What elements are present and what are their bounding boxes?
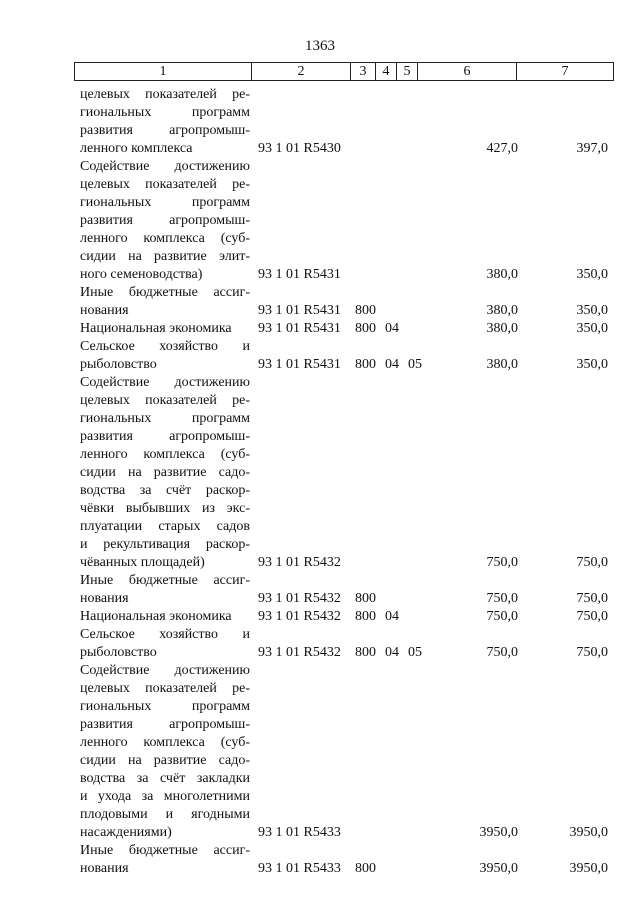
description-line: сидии на развитие элит- xyxy=(80,249,250,264)
row-value-7: 397,0 xyxy=(576,141,608,156)
row-value-7: 350,0 xyxy=(576,303,608,318)
table-header xyxy=(74,62,614,81)
description-line: Содействие достижению xyxy=(80,663,250,678)
row-value-6: 380,0 xyxy=(486,303,518,318)
row-col-4: 04 xyxy=(385,609,399,624)
description-line: плодовыми и ягодными xyxy=(80,807,250,822)
description-line: ленного комплекса (суб- xyxy=(80,735,250,750)
header-col-3: 3 xyxy=(359,64,367,79)
row-col-3: 800 xyxy=(355,321,376,336)
description-line: сидии на развитие садо- xyxy=(80,753,250,768)
description-line: ного семеноводства) xyxy=(80,267,203,282)
description-line: целевых показателей ре- xyxy=(80,681,250,696)
row-code: 93 1 01 R5431 xyxy=(258,357,341,372)
page-number: 1363 xyxy=(305,38,335,54)
row-code: 93 1 01 R5432 xyxy=(258,555,341,570)
row-value-7: 750,0 xyxy=(576,609,608,624)
description-line: Национальная экономика xyxy=(80,609,232,624)
row-description xyxy=(80,572,250,608)
description-line: и ухода за многолетними xyxy=(80,789,250,804)
description-line: чёванных площадей) xyxy=(80,555,205,570)
description-line: развития агропромыш- xyxy=(80,123,250,138)
header-col-5: 5 xyxy=(403,64,411,79)
row-value-7: 350,0 xyxy=(576,357,608,372)
row-description xyxy=(80,626,250,662)
description-line: развития агропромыш- xyxy=(80,429,250,444)
row-description xyxy=(80,608,250,626)
row-value-6: 750,0 xyxy=(486,609,518,624)
row-code: 93 1 01 R5432 xyxy=(258,591,341,606)
row-value-7: 750,0 xyxy=(576,645,608,660)
row-value-6: 3950,0 xyxy=(479,861,518,876)
header-col-1: 1 xyxy=(159,64,167,79)
description-line: ленного комплекса (суб- xyxy=(80,447,250,462)
header-col-2: 2 xyxy=(297,64,305,79)
header-col-7: 7 xyxy=(561,64,569,79)
row-code: 93 1 01 R5430 xyxy=(258,141,341,156)
row-code: 93 1 01 R5431 xyxy=(258,267,341,282)
row-col-3: 800 xyxy=(355,861,376,876)
description-line: сидии на развитие садо- xyxy=(80,465,250,480)
header-col-6: 6 xyxy=(463,64,471,79)
description-line: ленного комплекса (суб- xyxy=(80,231,250,246)
row-code: 93 1 01 R5432 xyxy=(258,609,341,624)
description-line: рыболовство xyxy=(80,645,157,660)
row-description xyxy=(80,284,250,320)
description-line: нования xyxy=(80,303,129,318)
row-value-6: 380,0 xyxy=(486,267,518,282)
description-line: Иные бюджетные ассиг- xyxy=(80,573,250,588)
row-value-6: 427,0 xyxy=(486,141,518,156)
row-value-7: 350,0 xyxy=(576,321,608,336)
row-code: 93 1 01 R5431 xyxy=(258,303,341,318)
row-description xyxy=(80,158,250,284)
description-line: водства за счёт раскор- xyxy=(80,483,250,498)
row-value-7: 3950,0 xyxy=(569,825,608,840)
row-description xyxy=(80,86,250,158)
row-description xyxy=(80,320,250,338)
description-line: водства за счёт закладки xyxy=(80,771,250,786)
row-description xyxy=(80,338,250,374)
row-col-3: 800 xyxy=(355,357,376,372)
row-value-7: 750,0 xyxy=(576,555,608,570)
row-col-3: 800 xyxy=(355,609,376,624)
row-col-5: 05 xyxy=(408,357,422,372)
description-line: Содействие достижению xyxy=(80,159,250,174)
description-line: Сельское хозяйство и xyxy=(80,339,250,354)
row-code: 93 1 01 R5431 xyxy=(258,321,341,336)
description-line: Иные бюджетные ассиг- xyxy=(80,843,250,858)
description-line: насаждениями) xyxy=(80,825,172,840)
header-col-4: 4 xyxy=(382,64,390,79)
row-col-5: 05 xyxy=(408,645,422,660)
row-code: 93 1 01 R5433 xyxy=(258,861,341,876)
row-description xyxy=(80,662,250,842)
row-value-6: 380,0 xyxy=(486,357,518,372)
row-value-7: 750,0 xyxy=(576,591,608,606)
description-line: гиональных программ xyxy=(80,411,250,426)
row-col-3: 800 xyxy=(355,645,376,660)
description-line: плуатации старых садов xyxy=(80,519,250,534)
description-line: чёвки выбывших из экс- xyxy=(80,501,250,516)
row-value-6: 3950,0 xyxy=(479,825,518,840)
row-description xyxy=(80,842,250,878)
description-line: нования xyxy=(80,591,129,606)
description-line: целевых показателей ре- xyxy=(80,393,250,408)
description-line: развития агропромыш- xyxy=(80,213,250,228)
description-line: развития агропромыш- xyxy=(80,717,250,732)
row-value-7: 3950,0 xyxy=(569,861,608,876)
row-value-6: 750,0 xyxy=(486,591,518,606)
description-line: Содействие достижению xyxy=(80,375,250,390)
row-col-3: 800 xyxy=(355,591,376,606)
description-line: гиональных программ xyxy=(80,195,250,210)
description-line: нования xyxy=(80,861,129,876)
description-line: гиональных программ xyxy=(80,699,250,714)
row-value-7: 350,0 xyxy=(576,267,608,282)
description-line: Иные бюджетные ассиг- xyxy=(80,285,250,300)
row-col-4: 04 xyxy=(385,357,399,372)
description-line: Сельское хозяйство и xyxy=(80,627,250,642)
row-col-4: 04 xyxy=(385,645,399,660)
row-value-6: 750,0 xyxy=(486,555,518,570)
row-col-3: 800 xyxy=(355,303,376,318)
row-value-6: 750,0 xyxy=(486,645,518,660)
row-col-4: 04 xyxy=(385,321,399,336)
row-code: 93 1 01 R5432 xyxy=(258,645,341,660)
description-line: ленного комплекса xyxy=(80,141,193,156)
description-line: рыболовство xyxy=(80,357,157,372)
description-line: и рекультивация раскор- xyxy=(80,537,250,552)
description-line: целевых показателей ре- xyxy=(80,87,250,102)
description-line: целевых показателей ре- xyxy=(80,177,250,192)
description-line: гиональных программ xyxy=(80,105,250,120)
row-code: 93 1 01 R5433 xyxy=(258,825,341,840)
row-value-6: 380,0 xyxy=(486,321,518,336)
description-line: Национальная экономика xyxy=(80,321,232,336)
row-description xyxy=(80,374,250,572)
